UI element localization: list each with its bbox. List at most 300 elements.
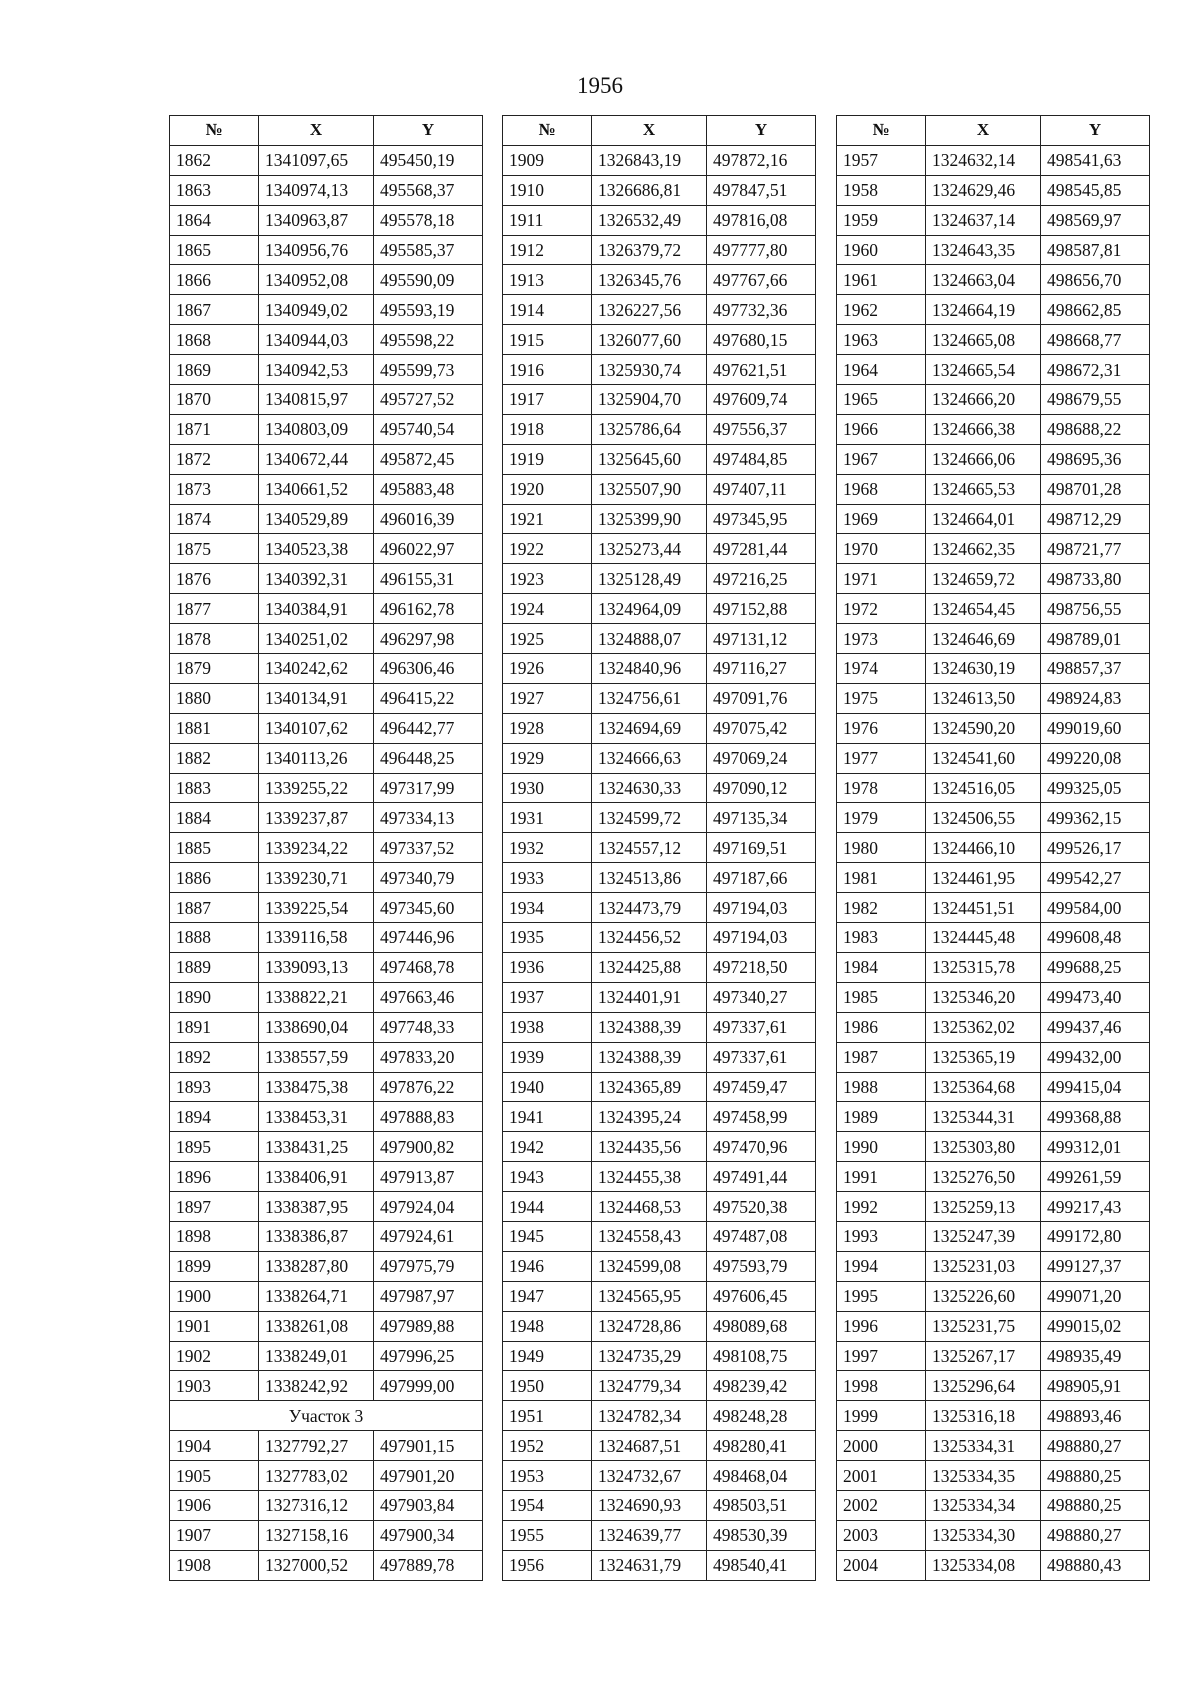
- x-coordinate-cell: 1324694,69: [592, 713, 707, 743]
- table-row: [170, 205, 483, 235]
- table-row: [170, 474, 483, 504]
- x-coordinate-cell: 1325273,44: [592, 534, 707, 564]
- y-coordinate-cell: 497767,66: [707, 265, 816, 295]
- point-number-cell: 1991: [837, 1162, 926, 1192]
- y-coordinate-cell: 498880,27: [1041, 1520, 1150, 1550]
- table-header-row: [837, 116, 1150, 146]
- x-coordinate-cell: 1327316,12: [259, 1490, 374, 1520]
- y-coordinate-cell: 497116,27: [707, 654, 816, 684]
- x-coordinate-cell: 1325365,19: [926, 1042, 1041, 1072]
- table-row: [170, 444, 483, 474]
- coordinates-table-3: [836, 115, 1150, 1581]
- point-number-cell: 1971: [837, 564, 926, 594]
- x-coordinate-cell: 1324666,06: [926, 444, 1041, 474]
- y-coordinate-cell: 497281,44: [707, 534, 816, 564]
- x-coordinate-cell: 1325231,75: [926, 1311, 1041, 1341]
- point-number-cell: 1883: [170, 773, 259, 803]
- point-number-cell: 1990: [837, 1132, 926, 1162]
- y-coordinate-cell: 497989,88: [374, 1311, 483, 1341]
- y-coordinate-cell: 498089,68: [707, 1311, 816, 1341]
- x-coordinate-cell: 1340661,52: [259, 474, 374, 504]
- y-coordinate-cell: 497876,22: [374, 1072, 483, 1102]
- y-coordinate-cell: 499608,48: [1041, 923, 1150, 953]
- table-row: [837, 175, 1150, 205]
- point-number-cell: 1983: [837, 923, 926, 953]
- table-row: [170, 1072, 483, 1102]
- table-row: [170, 1012, 483, 1042]
- y-coordinate-cell: 499127,37: [1041, 1251, 1150, 1281]
- point-number-cell: 1925: [503, 624, 592, 654]
- x-coordinate-cell: 1324631,79: [592, 1550, 707, 1580]
- x-coordinate-cell: 1324468,53: [592, 1192, 707, 1222]
- table-row: [503, 923, 816, 953]
- table-row: [170, 175, 483, 205]
- table-row: [503, 952, 816, 982]
- point-number-cell: 1900: [170, 1281, 259, 1311]
- x-coordinate-cell: 1325303,80: [926, 1132, 1041, 1162]
- point-number-cell: 1882: [170, 743, 259, 773]
- x-coordinate-cell: 1324664,01: [926, 504, 1041, 534]
- point-number-cell: 1916: [503, 355, 592, 385]
- y-coordinate-cell: 498935,49: [1041, 1341, 1150, 1371]
- table-row: [503, 803, 816, 833]
- x-coordinate-cell: 1324840,96: [592, 654, 707, 684]
- point-number-cell: 1993: [837, 1221, 926, 1251]
- point-number-cell: 1934: [503, 893, 592, 923]
- y-coordinate-cell: 497872,16: [707, 145, 816, 175]
- point-number-cell: 1956: [503, 1550, 592, 1580]
- y-coordinate-cell: 497131,12: [707, 624, 816, 654]
- y-coordinate-cell: 497833,20: [374, 1042, 483, 1072]
- y-coordinate-cell: 496442,77: [374, 713, 483, 743]
- header-number: №: [170, 116, 259, 146]
- table-row: [837, 474, 1150, 504]
- point-number-cell: 1999: [837, 1401, 926, 1431]
- y-coordinate-cell: 495740,54: [374, 414, 483, 444]
- point-number-cell: 1918: [503, 414, 592, 444]
- point-number-cell: 1909: [503, 145, 592, 175]
- point-number-cell: 1880: [170, 683, 259, 713]
- x-coordinate-cell: 1341097,65: [259, 145, 374, 175]
- x-coordinate-cell: 1338690,04: [259, 1012, 374, 1042]
- point-number-cell: 1958: [837, 175, 926, 205]
- y-coordinate-cell: 497194,03: [707, 893, 816, 923]
- y-coordinate-cell: 497468,78: [374, 952, 483, 982]
- table-row: [170, 743, 483, 773]
- x-coordinate-cell: 1324541,60: [926, 743, 1041, 773]
- x-coordinate-cell: 1326686,81: [592, 175, 707, 205]
- table-row: [503, 414, 816, 444]
- y-coordinate-cell: 498545,85: [1041, 175, 1150, 205]
- y-coordinate-cell: 497091,76: [707, 683, 816, 713]
- point-number-cell: 1921: [503, 504, 592, 534]
- y-coordinate-cell: 498905,91: [1041, 1371, 1150, 1401]
- x-coordinate-cell: 1324565,95: [592, 1281, 707, 1311]
- y-coordinate-cell: 497459,47: [707, 1072, 816, 1102]
- table-row: [503, 982, 816, 1012]
- header-x: X: [592, 116, 707, 146]
- y-coordinate-cell: 495585,37: [374, 235, 483, 265]
- y-coordinate-cell: 498248,28: [707, 1401, 816, 1431]
- x-coordinate-cell: 1339225,54: [259, 893, 374, 923]
- point-number-cell: 1961: [837, 265, 926, 295]
- y-coordinate-cell: 497340,27: [707, 982, 816, 1012]
- y-coordinate-cell: 497901,15: [374, 1431, 483, 1461]
- table-row: [503, 1550, 816, 1580]
- table-row: [503, 833, 816, 863]
- y-coordinate-cell: 496162,78: [374, 594, 483, 624]
- point-number-cell: 1978: [837, 773, 926, 803]
- point-number-cell: 1942: [503, 1132, 592, 1162]
- point-number-cell: 1906: [170, 1490, 259, 1520]
- point-number-cell: 1863: [170, 175, 259, 205]
- x-coordinate-cell: 1324599,72: [592, 803, 707, 833]
- x-coordinate-cell: 1324506,55: [926, 803, 1041, 833]
- coordinates-table-1: [169, 115, 483, 1581]
- table-row: [170, 713, 483, 743]
- y-coordinate-cell: 497593,79: [707, 1251, 816, 1281]
- table-row: [837, 1371, 1150, 1401]
- x-coordinate-cell: 1324728,86: [592, 1311, 707, 1341]
- y-coordinate-cell: 498880,25: [1041, 1490, 1150, 1520]
- y-coordinate-cell: 498503,51: [707, 1490, 816, 1520]
- x-coordinate-cell: 1324395,24: [592, 1102, 707, 1132]
- x-coordinate-cell: 1339234,22: [259, 833, 374, 863]
- point-number-cell: 1967: [837, 444, 926, 474]
- point-number-cell: 1953: [503, 1461, 592, 1491]
- table-row: [837, 295, 1150, 325]
- y-coordinate-cell: 497337,61: [707, 1012, 816, 1042]
- table-row: [837, 564, 1150, 594]
- table-row: [503, 624, 816, 654]
- table-row: [503, 773, 816, 803]
- table-row: [170, 1251, 483, 1281]
- y-coordinate-cell: 499220,08: [1041, 743, 1150, 773]
- x-coordinate-cell: 1327792,27: [259, 1431, 374, 1461]
- y-coordinate-cell: 497337,52: [374, 833, 483, 863]
- point-number-cell: 1893: [170, 1072, 259, 1102]
- y-coordinate-cell: 497975,79: [374, 1251, 483, 1281]
- point-number-cell: 1876: [170, 564, 259, 594]
- x-coordinate-cell: 1324665,53: [926, 474, 1041, 504]
- y-coordinate-cell: 498656,70: [1041, 265, 1150, 295]
- y-coordinate-cell: 495578,18: [374, 205, 483, 235]
- point-number-cell: 1912: [503, 235, 592, 265]
- x-coordinate-cell: 1340113,26: [259, 743, 374, 773]
- y-coordinate-cell: 497345,60: [374, 893, 483, 923]
- y-coordinate-cell: 498924,83: [1041, 683, 1150, 713]
- y-coordinate-cell: 497152,88: [707, 594, 816, 624]
- x-coordinate-cell: 1324735,29: [592, 1341, 707, 1371]
- y-coordinate-cell: 497732,36: [707, 295, 816, 325]
- y-coordinate-cell: 499415,04: [1041, 1072, 1150, 1102]
- x-coordinate-cell: 1340392,31: [259, 564, 374, 594]
- point-number-cell: 1902: [170, 1341, 259, 1371]
- point-number-cell: 1964: [837, 355, 926, 385]
- table-row: [503, 564, 816, 594]
- point-number-cell: 1878: [170, 624, 259, 654]
- y-coordinate-cell: 497218,50: [707, 952, 816, 982]
- table-row: [170, 1520, 483, 1550]
- x-coordinate-cell: 1324666,38: [926, 414, 1041, 444]
- table-row: [503, 1162, 816, 1192]
- x-coordinate-cell: 1340956,76: [259, 235, 374, 265]
- y-coordinate-cell: 499172,80: [1041, 1221, 1150, 1251]
- x-coordinate-cell: 1325399,90: [592, 504, 707, 534]
- y-coordinate-cell: 497407,11: [707, 474, 816, 504]
- table-row: [170, 145, 483, 175]
- x-coordinate-cell: 1324630,33: [592, 773, 707, 803]
- x-coordinate-cell: 1325334,31: [926, 1431, 1041, 1461]
- y-coordinate-cell: 497340,79: [374, 863, 483, 893]
- point-number-cell: 1881: [170, 713, 259, 743]
- x-coordinate-cell: 1324557,12: [592, 833, 707, 863]
- table-row: [837, 1520, 1150, 1550]
- table-row: [837, 923, 1150, 953]
- table-row: [503, 683, 816, 713]
- table-row: [503, 863, 816, 893]
- table-row: [837, 325, 1150, 355]
- y-coordinate-cell: 498108,75: [707, 1341, 816, 1371]
- x-coordinate-cell: 1324779,34: [592, 1371, 707, 1401]
- point-number-cell: 1930: [503, 773, 592, 803]
- point-number-cell: 1950: [503, 1371, 592, 1401]
- y-coordinate-cell: 498468,04: [707, 1461, 816, 1491]
- y-coordinate-cell: 495599,73: [374, 355, 483, 385]
- x-coordinate-cell: 1325226,60: [926, 1281, 1041, 1311]
- point-number-cell: 1962: [837, 295, 926, 325]
- point-number-cell: 1884: [170, 803, 259, 833]
- point-number-cell: 1910: [503, 175, 592, 205]
- y-coordinate-cell: 497520,38: [707, 1192, 816, 1222]
- y-coordinate-cell: 499526,17: [1041, 833, 1150, 863]
- table-row: [503, 235, 816, 265]
- point-number-cell: 1975: [837, 683, 926, 713]
- table-row: [170, 952, 483, 982]
- table-row: [170, 414, 483, 444]
- x-coordinate-cell: 1340529,89: [259, 504, 374, 534]
- y-coordinate-cell: 497999,00: [374, 1371, 483, 1401]
- point-number-cell: 1879: [170, 654, 259, 684]
- point-number-cell: 1973: [837, 624, 926, 654]
- point-number-cell: 1877: [170, 594, 259, 624]
- table-row: [503, 594, 816, 624]
- table-row: [837, 414, 1150, 444]
- y-coordinate-cell: 499362,15: [1041, 803, 1150, 833]
- table-row: [170, 1192, 483, 1222]
- y-coordinate-cell: 497470,96: [707, 1132, 816, 1162]
- x-coordinate-cell: 1324456,52: [592, 923, 707, 953]
- y-coordinate-cell: 497987,97: [374, 1281, 483, 1311]
- x-coordinate-cell: 1324599,08: [592, 1251, 707, 1281]
- table-row: [170, 982, 483, 1012]
- table-row: [503, 1192, 816, 1222]
- point-number-cell: 1907: [170, 1520, 259, 1550]
- x-coordinate-cell: 1339237,87: [259, 803, 374, 833]
- point-number-cell: 1976: [837, 713, 926, 743]
- table-row: [170, 683, 483, 713]
- table-row: [837, 833, 1150, 863]
- y-coordinate-cell: 497816,08: [707, 205, 816, 235]
- x-coordinate-cell: 1327000,52: [259, 1550, 374, 1580]
- x-coordinate-cell: 1326345,76: [592, 265, 707, 295]
- x-coordinate-cell: 1324365,89: [592, 1072, 707, 1102]
- x-coordinate-cell: 1325334,35: [926, 1461, 1041, 1491]
- table-row: [170, 1162, 483, 1192]
- y-coordinate-cell: 498280,41: [707, 1431, 816, 1461]
- table-row: [170, 1042, 483, 1072]
- x-coordinate-cell: 1327783,02: [259, 1461, 374, 1491]
- point-number-cell: 1954: [503, 1490, 592, 1520]
- x-coordinate-cell: 1324654,45: [926, 594, 1041, 624]
- table-row: [837, 683, 1150, 713]
- y-coordinate-cell: 497484,85: [707, 444, 816, 474]
- x-coordinate-cell: 1324690,93: [592, 1490, 707, 1520]
- x-coordinate-cell: 1324637,14: [926, 205, 1041, 235]
- point-number-cell: 1891: [170, 1012, 259, 1042]
- table-row: [170, 893, 483, 923]
- y-coordinate-cell: 498712,29: [1041, 504, 1150, 534]
- table-row: [170, 1431, 483, 1461]
- page-number: 1956: [577, 73, 623, 98]
- table-row: [837, 1162, 1150, 1192]
- y-coordinate-cell: 498239,42: [707, 1371, 816, 1401]
- x-coordinate-cell: 1324473,79: [592, 893, 707, 923]
- y-coordinate-cell: 495450,19: [374, 145, 483, 175]
- y-coordinate-cell: 499019,60: [1041, 713, 1150, 743]
- table-row: [170, 833, 483, 863]
- x-coordinate-cell: 1326227,56: [592, 295, 707, 325]
- table-row: [503, 1012, 816, 1042]
- x-coordinate-cell: 1340523,38: [259, 534, 374, 564]
- point-number-cell: 1974: [837, 654, 926, 684]
- x-coordinate-cell: 1338264,71: [259, 1281, 374, 1311]
- table-row: [170, 1341, 483, 1371]
- table-row: [503, 205, 816, 235]
- point-number-cell: 1980: [837, 833, 926, 863]
- x-coordinate-cell: 1340242,62: [259, 654, 374, 684]
- x-coordinate-cell: 1325344,31: [926, 1102, 1041, 1132]
- y-coordinate-cell: 497996,25: [374, 1341, 483, 1371]
- table-row: [837, 952, 1150, 982]
- x-coordinate-cell: 1340963,87: [259, 205, 374, 235]
- point-number-cell: 1935: [503, 923, 592, 953]
- table-row: [503, 654, 816, 684]
- table-row: [503, 175, 816, 205]
- table-row: [837, 1221, 1150, 1251]
- point-number-cell: 1938: [503, 1012, 592, 1042]
- point-number-cell: 1968: [837, 474, 926, 504]
- x-coordinate-cell: 1324659,72: [926, 564, 1041, 594]
- table-row: [170, 1221, 483, 1251]
- point-number-cell: 2000: [837, 1431, 926, 1461]
- x-coordinate-cell: 1324455,38: [592, 1162, 707, 1192]
- x-coordinate-cell: 1340803,09: [259, 414, 374, 444]
- y-coordinate-cell: 498701,28: [1041, 474, 1150, 504]
- y-coordinate-cell: 496022,97: [374, 534, 483, 564]
- x-coordinate-cell: 1338557,59: [259, 1042, 374, 1072]
- point-number-cell: 1989: [837, 1102, 926, 1132]
- y-coordinate-cell: 499015,02: [1041, 1311, 1150, 1341]
- x-coordinate-cell: 1324665,54: [926, 355, 1041, 385]
- y-coordinate-cell: 497847,51: [707, 175, 816, 205]
- point-number-cell: 1937: [503, 982, 592, 1012]
- point-number-cell: 1932: [503, 833, 592, 863]
- point-number-cell: 1872: [170, 444, 259, 474]
- x-coordinate-cell: 1324663,04: [926, 265, 1041, 295]
- table-row: [503, 1311, 816, 1341]
- point-number-cell: 1986: [837, 1012, 926, 1042]
- y-coordinate-cell: 497487,08: [707, 1221, 816, 1251]
- point-number-cell: 1931: [503, 803, 592, 833]
- point-number-cell: 1919: [503, 444, 592, 474]
- x-coordinate-cell: 1326379,72: [592, 235, 707, 265]
- point-number-cell: 1929: [503, 743, 592, 773]
- y-coordinate-cell: 497556,37: [707, 414, 816, 444]
- point-number-cell: 1920: [503, 474, 592, 504]
- table-row: [503, 1221, 816, 1251]
- y-coordinate-cell: 498662,85: [1041, 295, 1150, 325]
- point-number-cell: 2003: [837, 1520, 926, 1550]
- table-row: [503, 1132, 816, 1162]
- table-row: [170, 355, 483, 385]
- x-coordinate-cell: 1324666,63: [592, 743, 707, 773]
- x-coordinate-cell: 1324732,67: [592, 1461, 707, 1491]
- point-number-cell: 1984: [837, 952, 926, 982]
- point-number-cell: 1948: [503, 1311, 592, 1341]
- table-row: [503, 355, 816, 385]
- x-coordinate-cell: 1324590,20: [926, 713, 1041, 743]
- point-number-cell: 1864: [170, 205, 259, 235]
- table-row: [837, 355, 1150, 385]
- x-coordinate-cell: 1339116,58: [259, 923, 374, 953]
- y-coordinate-cell: 498540,41: [707, 1550, 816, 1580]
- y-coordinate-cell: 497491,44: [707, 1162, 816, 1192]
- table-row: [170, 594, 483, 624]
- x-coordinate-cell: 1338249,01: [259, 1341, 374, 1371]
- y-coordinate-cell: 498789,01: [1041, 624, 1150, 654]
- point-number-cell: 1866: [170, 265, 259, 295]
- table-row: [503, 1401, 816, 1431]
- point-number-cell: 1987: [837, 1042, 926, 1072]
- y-coordinate-cell: 498880,43: [1041, 1550, 1150, 1580]
- x-coordinate-cell: 1324445,48: [926, 923, 1041, 953]
- x-coordinate-cell: 1324632,14: [926, 145, 1041, 175]
- y-coordinate-cell: 497901,20: [374, 1461, 483, 1491]
- table-row: [837, 534, 1150, 564]
- y-coordinate-cell: 497606,45: [707, 1281, 816, 1311]
- y-coordinate-cell: 497748,33: [374, 1012, 483, 1042]
- table-row: [837, 654, 1150, 684]
- x-coordinate-cell: 1324666,20: [926, 385, 1041, 415]
- x-coordinate-cell: 1325645,60: [592, 444, 707, 474]
- point-number-cell: 1874: [170, 504, 259, 534]
- table-row: [837, 1072, 1150, 1102]
- x-coordinate-cell: 1340952,08: [259, 265, 374, 295]
- header-y: Y: [374, 116, 483, 146]
- point-number-cell: 1981: [837, 863, 926, 893]
- x-coordinate-cell: 1326843,19: [592, 145, 707, 175]
- x-coordinate-cell: 1324388,39: [592, 1012, 707, 1042]
- x-coordinate-cell: 1339230,71: [259, 863, 374, 893]
- point-number-cell: 1871: [170, 414, 259, 444]
- x-coordinate-cell: 1325315,78: [926, 952, 1041, 982]
- header-y: Y: [707, 116, 816, 146]
- y-coordinate-cell: 498541,63: [1041, 145, 1150, 175]
- table-row: [503, 1341, 816, 1371]
- point-number-cell: 1982: [837, 893, 926, 923]
- point-number-cell: 1928: [503, 713, 592, 743]
